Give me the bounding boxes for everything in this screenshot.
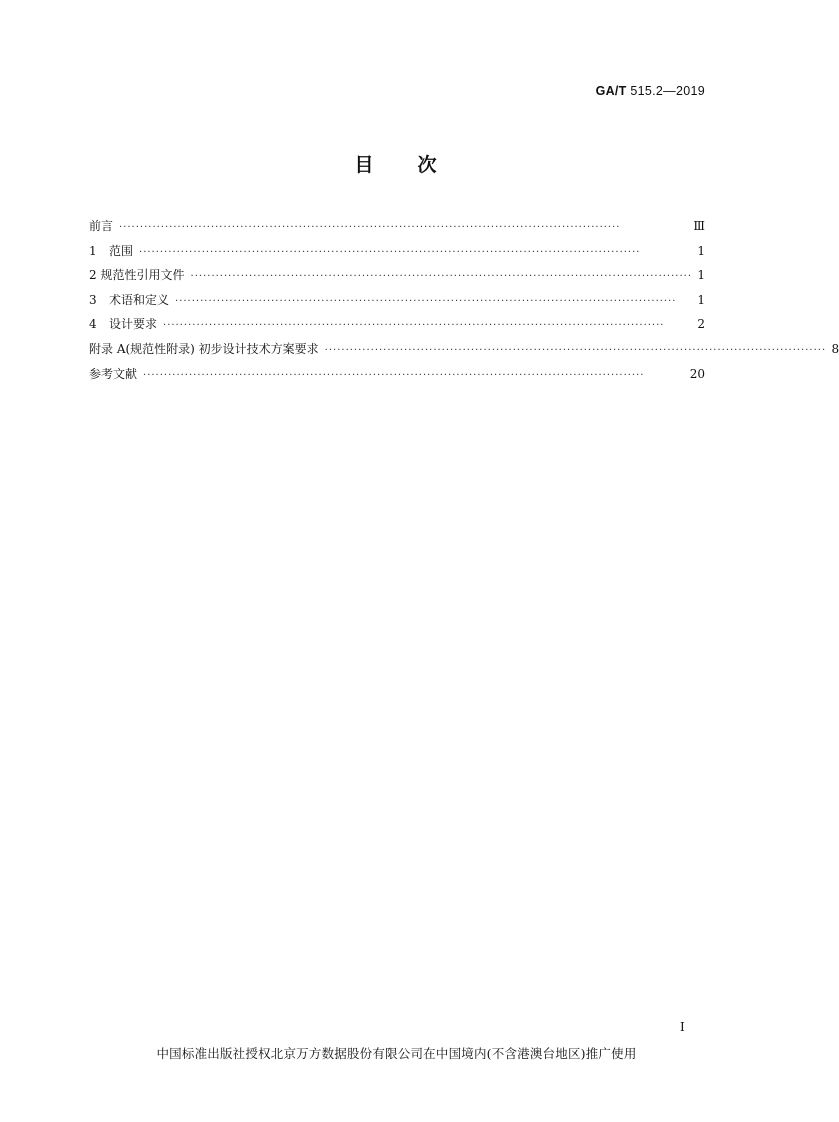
- standard-prefix: GA/T: [595, 84, 627, 98]
- toc-entry-page: 20: [689, 366, 705, 381]
- dot-leader: ························································································································: [324, 344, 827, 356]
- standard-number: 515.2—2019: [630, 84, 705, 98]
- toc-entry-number: 4: [89, 317, 97, 332]
- toc-entry-number: 1: [89, 243, 97, 258]
- toc-entry-design-requirements[interactable]: [89, 312, 705, 337]
- dot-leader: ························································································································: [163, 320, 665, 332]
- toc-entry-label: 前言: [89, 219, 114, 233]
- toc-title-part1: 目: [354, 154, 376, 176]
- toc-entry-page: 2: [697, 317, 705, 332]
- copyright-notice: 中国标准出版社授权北京万方数据股份有限公司在中国境内(不含港澳台地区)推广使用: [156, 1046, 637, 1061]
- toc-entry-normative-references[interactable]: [89, 263, 705, 288]
- dot-leader: ························································································································: [139, 246, 641, 258]
- dot-leader: ························································································································: [175, 295, 677, 307]
- toc-entry-page: Ⅲ: [693, 219, 705, 233]
- toc-entry-appendix-a[interactable]: [89, 337, 839, 362]
- standard-code: [596, 84, 705, 98]
- toc-entry-label: 设计要求: [109, 317, 158, 332]
- toc-entry-foreword[interactable]: [89, 214, 705, 239]
- toc-entry-page: 1: [697, 292, 705, 307]
- page-number: I: [680, 1020, 685, 1034]
- toc-entry-label: 术语和定义: [109, 292, 170, 307]
- dot-leader: ························································································································: [190, 271, 692, 283]
- dot-leader: ························································································································: [143, 369, 645, 381]
- toc-entry-number: 3: [89, 292, 97, 307]
- table-of-contents: [89, 214, 839, 386]
- toc-entry-label: 参考文献: [89, 366, 138, 381]
- toc-title: [0, 150, 793, 177]
- toc-entry-page: 8: [831, 341, 839, 356]
- toc-entry-label: 范围: [109, 243, 134, 258]
- toc-entry-page: 1: [697, 268, 705, 283]
- toc-entry-label: 规范性引用文件: [100, 268, 185, 283]
- dot-leader: ························································································································: [119, 222, 621, 233]
- toc-title-part2: 次: [417, 154, 439, 176]
- toc-entry-terms-definitions[interactable]: [89, 288, 705, 313]
- toc-entry-page: 1: [697, 243, 705, 258]
- toc-entry-scope[interactable]: [89, 239, 705, 264]
- toc-entry-number: 2: [89, 268, 97, 283]
- toc-entry-bibliography[interactable]: [89, 362, 705, 387]
- toc-entry-label: 附录 A(规范性附录) 初步设计技术方案要求: [89, 341, 319, 356]
